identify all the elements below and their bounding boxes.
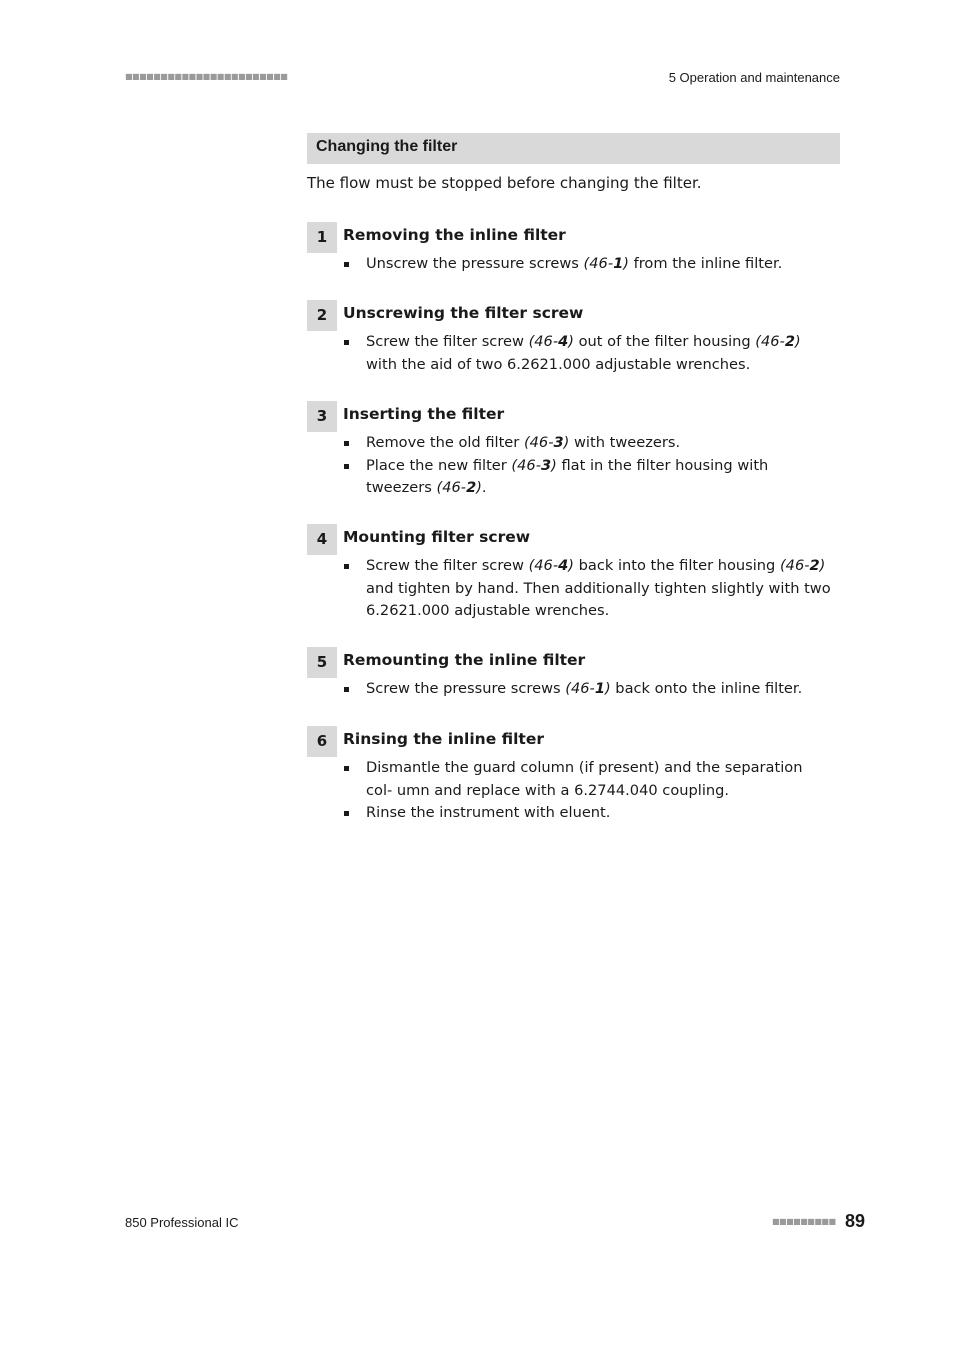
step-bullets xyxy=(343,331,833,376)
step-number: 2 xyxy=(307,300,337,331)
figure-reference: (46-3) xyxy=(523,434,570,451)
step-bullet xyxy=(343,802,833,825)
figure-reference: (46-1) xyxy=(583,255,629,272)
step-bullet xyxy=(343,678,833,701)
step-bullet xyxy=(343,757,833,802)
step-title: Mounting filter screw xyxy=(343,528,531,546)
bullet-text: Screw the filter screw xyxy=(366,333,529,350)
step-bullet xyxy=(343,432,833,455)
step-bullet xyxy=(343,331,833,376)
step-number: 5 xyxy=(307,647,337,678)
bullet-text: Unscrew the pressure screws xyxy=(366,255,584,272)
bullet-text: from the inline filter. xyxy=(628,255,783,272)
step-title: Remounting the inline filter xyxy=(343,651,586,669)
section-title: Changing the filter xyxy=(316,138,458,155)
step-title: Removing the inline filter xyxy=(343,226,566,244)
bullet-text: back onto the inline filter. xyxy=(610,680,803,697)
bullet-text: with the aid of two 6.2621.000 adjustable wrenches. xyxy=(366,355,751,373)
step-bullets xyxy=(343,555,833,623)
bullet-text: . xyxy=(481,479,487,496)
figure-reference: (46-2) xyxy=(755,333,801,350)
bullet-text: Place the new filter xyxy=(366,456,512,474)
step-number: 1 xyxy=(307,222,337,253)
bullet-text: Screw the pressure screws xyxy=(366,680,566,697)
header-decoration: ■■■■■■■■■■■■■■■■■■■■■■■ xyxy=(125,72,288,81)
figure-reference: (46-3) xyxy=(511,456,557,474)
step-bullets xyxy=(343,432,833,500)
page-number: 89 xyxy=(845,1211,866,1231)
figure-reference: (46-4) xyxy=(528,333,574,350)
figure-reference: (46-2) xyxy=(779,557,826,574)
step-bullet xyxy=(343,455,833,500)
step-bullet xyxy=(343,555,833,623)
intro-text: The flow must be stopped before changing the filter. xyxy=(307,174,702,192)
bullet-text: Rinse the instrument with eluent. xyxy=(366,804,611,821)
section-heading-bar xyxy=(307,133,840,164)
bullet-text: and tighten by hand. Then additionally tighten slightly with two 6.2621.000 adjustable wrenches. xyxy=(366,579,831,619)
step-number: 3 xyxy=(307,401,337,432)
chapter-title: 5 Operation and maintenance xyxy=(668,70,840,85)
step-number: 6 xyxy=(307,726,337,757)
bullet-text: flat in the filter housing with tweezers xyxy=(366,456,769,496)
step-number: 4 xyxy=(307,524,337,555)
product-name: 850 Professional IC xyxy=(125,1215,239,1230)
figure-reference: (46-2) xyxy=(436,479,482,496)
step-bullet xyxy=(343,253,833,276)
bullet-text: back into the filter housing xyxy=(573,557,780,574)
step-title: Unscrewing the filter screw xyxy=(343,304,584,322)
bullet-text: Remove the old filter xyxy=(366,434,524,451)
footer-decoration: ■■■■■■■■■ xyxy=(772,1217,836,1226)
step-bullets xyxy=(343,253,833,276)
bullet-text: Dismantle the guard column (if present) and the separation col- umn and replace with a 6.2744.040 coupling. xyxy=(366,759,803,799)
step-bullets xyxy=(343,757,833,825)
step-title: Inserting the filter xyxy=(343,405,505,423)
step-title: Rinsing the inline filter xyxy=(343,730,544,748)
bullet-text: Screw the filter screw xyxy=(366,557,529,574)
figure-reference: (46-1) xyxy=(565,680,611,697)
bullet-text: with tweezers. xyxy=(569,434,681,451)
figure-reference: (46-4) xyxy=(528,557,574,574)
step-bullets xyxy=(343,678,833,701)
bullet-text: out of the filter housing xyxy=(573,333,756,350)
